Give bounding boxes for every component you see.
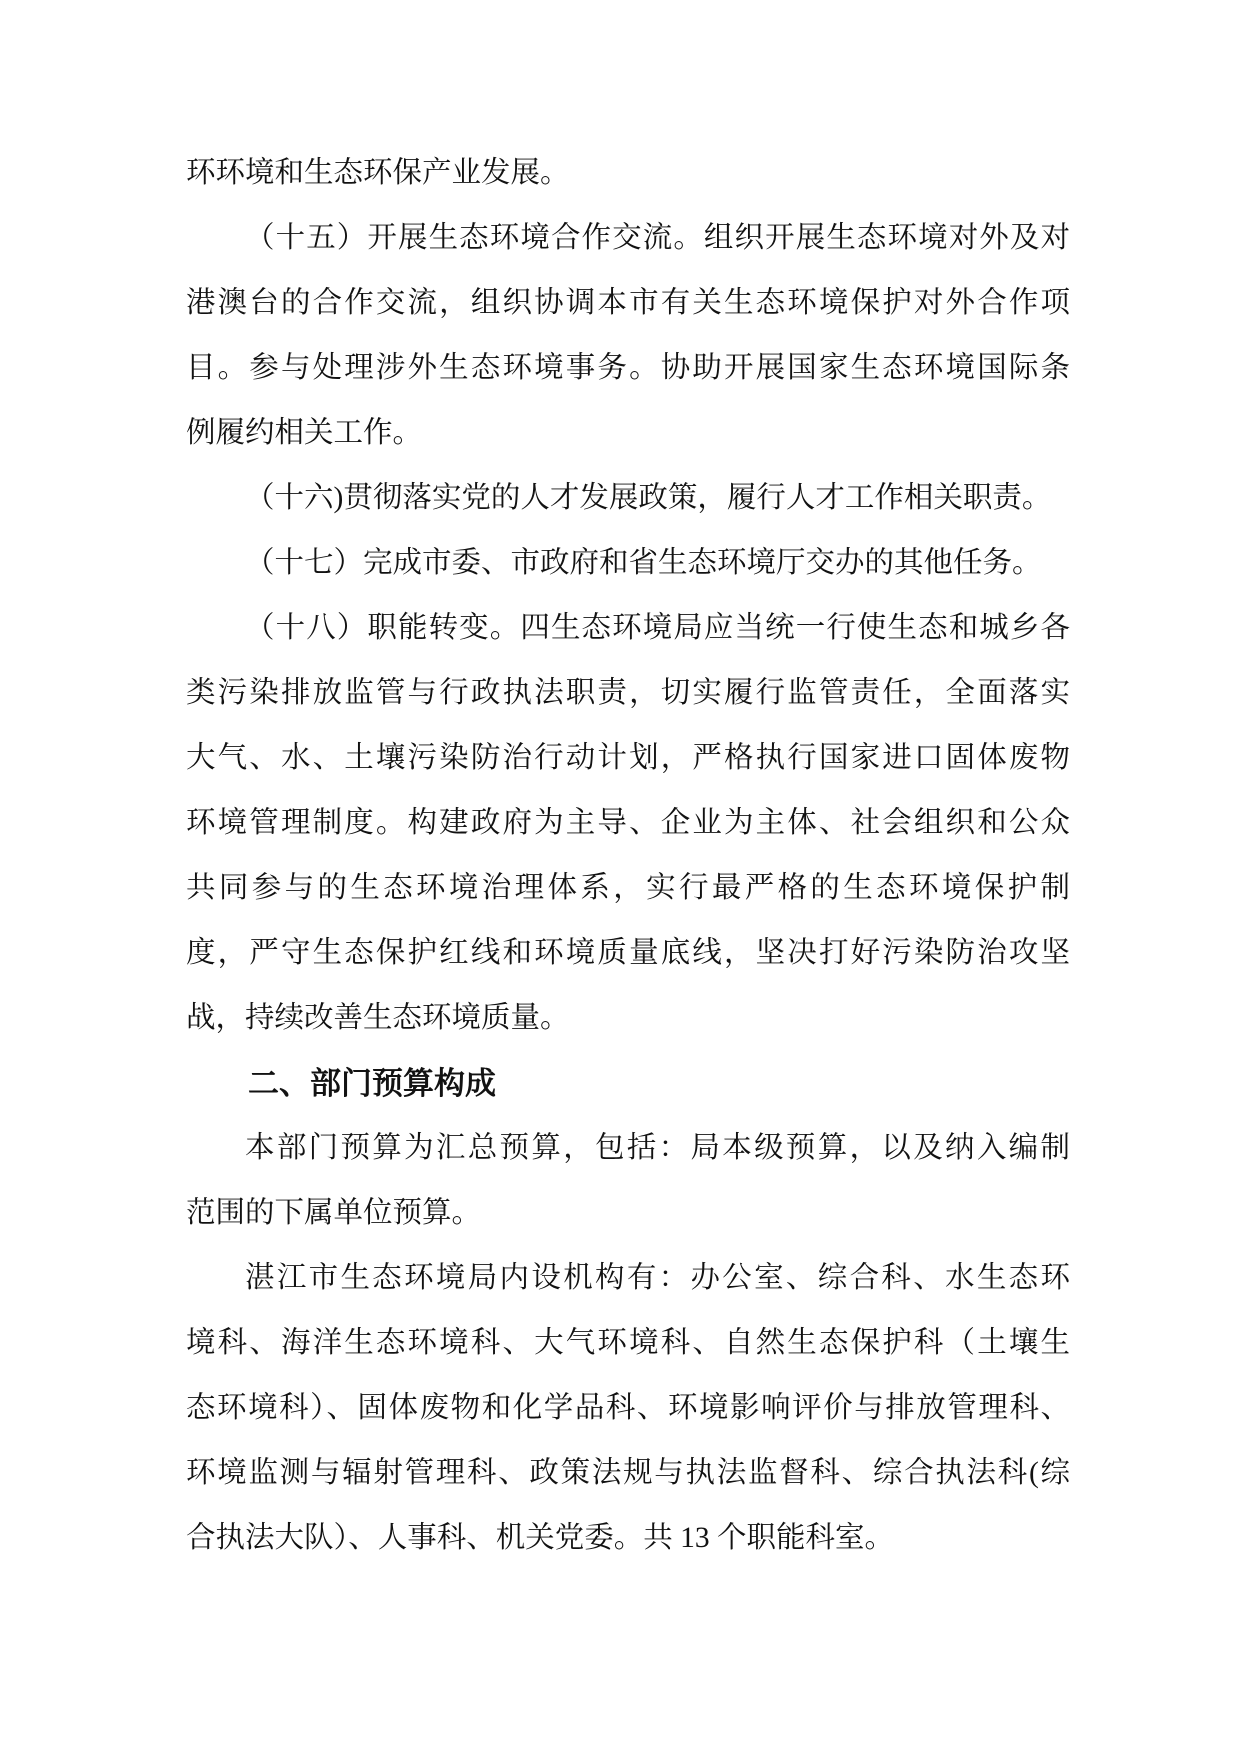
body-paragraph	[186, 1116, 1070, 1246]
text-line: 目。参与处理涉外生态环境事务。协助开展国家生态环境国际条	[186, 352, 1070, 384]
text-line: 环境管理制度。构建政府为主导、企业为主体、社会组织和公众	[186, 807, 1070, 839]
text-line: 二、部门预算构成	[248, 1066, 496, 1101]
text-line: 合执法大队）、人事科、机关党委。共 13 个职能科室。	[186, 1522, 895, 1554]
text-line: 环环境和生态环保产业发展。	[186, 157, 570, 189]
text-line: 态环境科）、固体废物和化学品科、环境影响评价与排放管理科、	[186, 1392, 1070, 1424]
body-paragraph	[186, 206, 1070, 466]
text-line: 战，持续改善生态环境质量。	[186, 1002, 570, 1034]
text-line: 港澳台的合作交流，组织协调本市有关生态环境保护对外合作项	[186, 287, 1070, 319]
text-line: 本部门预算为汇总预算，包括：局本级预算，以及纳入编制	[245, 1132, 1070, 1164]
text-line: 例履约相关工作。	[186, 417, 423, 449]
body-paragraph	[186, 1246, 1070, 1571]
text-line: 环境监测与辐射管理科、政策法规与执法监督科、综合执法科(综	[186, 1457, 1070, 1489]
text-line: 境科、海洋生态环境科、大气环境科、自然生态保护科（土壤生	[186, 1327, 1070, 1359]
text-line: （十六)贯彻落实党的人才发展政策，履行人才工作相关职责。	[245, 482, 1052, 514]
text-line: （十八）职能转变。四生态环境局应当统一行使生态和城乡各	[245, 612, 1070, 644]
text-line: 湛江市生态环境局内设机构有：办公室、综合科、水生态环	[245, 1262, 1070, 1294]
body-paragraph	[186, 141, 1070, 206]
section-heading	[186, 1051, 1070, 1116]
text-line: （十七）完成市委、市政府和省生态环境厅交办的其他任务。	[245, 547, 1042, 579]
text-line: 大气、水、土壤污染防治行动计划，严格执行国家进口固体废物	[186, 742, 1070, 774]
document-body	[186, 141, 1070, 1571]
text-line: （十五）开展生态环境合作交流。组织开展生态环境对外及对	[245, 222, 1070, 254]
body-paragraph	[186, 466, 1070, 531]
text-line: 范围的下属单位预算。	[186, 1197, 482, 1229]
body-paragraph	[186, 531, 1070, 596]
text-line: 度，严守生态保护红线和环境质量底线，坚决打好污染防治攻坚	[186, 937, 1070, 969]
text-line: 类污染排放监管与行政执法职责，切实履行监管责任，全面落实	[186, 677, 1070, 709]
body-paragraph	[186, 596, 1070, 1051]
text-line: 共同参与的生态环境治理体系，实行最严格的生态环境保护制	[186, 872, 1070, 904]
